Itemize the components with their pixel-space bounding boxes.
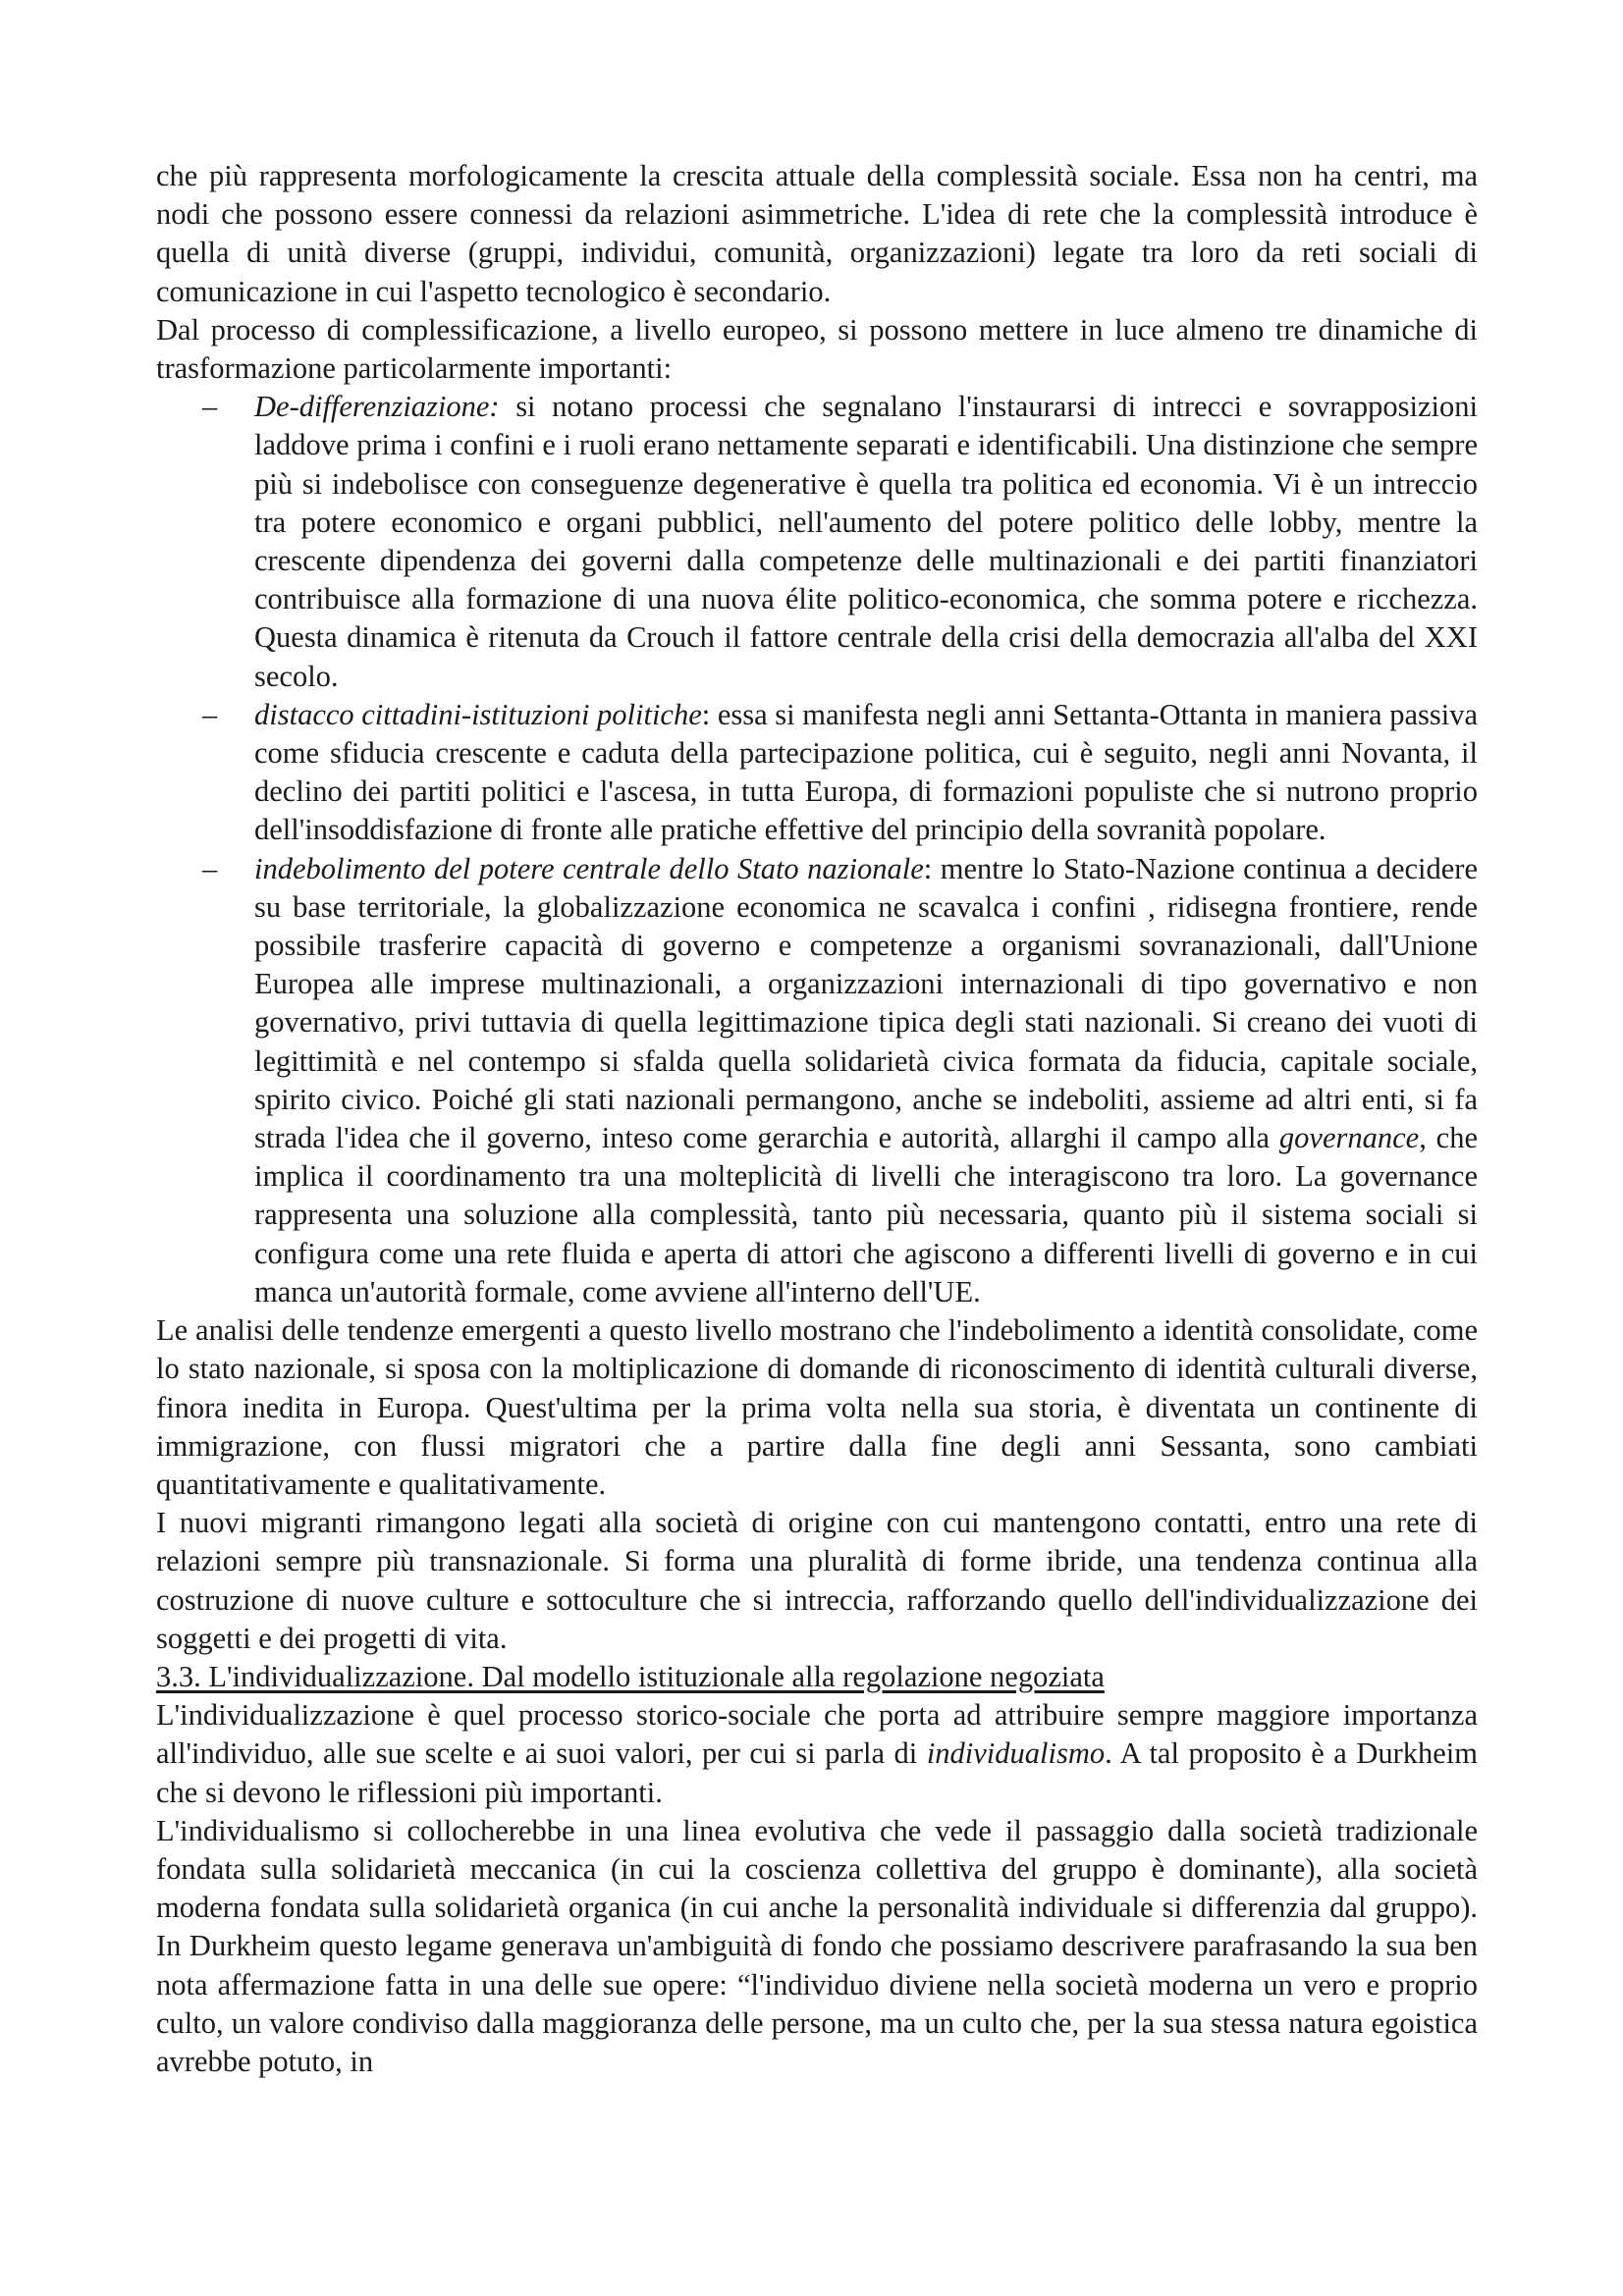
list-item-lead: indebolimento del potere centrale dello Stato nazionale <box>254 851 924 885</box>
list-item-text: : mentre lo Stato-Nazione continua a decidere su base territoriale, la globalizzazione economica ne scavalca i confini , ridisegna frontiere, rende possibile trasferire capacità di governo e competenze a organismi sovranazionali, dall'Unione Europea alle imprese multinazionali, a organizzazioni internazionali di tipo governativo e non governativo, privi tuttavia di quella legittimazione tipica degli stati nazionali. Si creano dei vuoti di legittimità e nel contempo si sfalda quella solidarietà civica formata da fiducia, capitale sociale, spirito civico. Poiché gli stati nazionali permangono, anche se indeboliti, assieme ad altri enti, si fa strada l'idea che il governo, inteso come gerarchia e autorità, allarghi il campo alla <box>254 851 1479 1155</box>
paragraph-emphasis: individualismo <box>926 1736 1106 1771</box>
paragraph-network-complexity: che più rappresenta morfologicamente la crescita attuale della complessità sociale. Essa non ha centri, ma nodi che possono essere connessi da relazioni asimmetriche. L'idea di rete che la complessità introduce è quella di unità diverse (gruppi, individui, comunità, organizzazioni) legate tra loro da reti sociali di comunicazione in cui l'aspetto tecnologico è secondario. <box>156 159 1478 308</box>
paragraph-new-migrants: I nuovi migranti rimangono legati alla società di origine con cui mantengono contatti, entro una rete di relazioni sempre più transnazionale. Si forma una pluralità di forme ibride, una tendenza continua alla costruzione di nuove culture e sottoculture che si intreccia, rafforzando quello dell'individualizzazione dei soggetti e dei progetti di vita. <box>156 1506 1478 1655</box>
section-heading: 3.3. L'individualizzazione. Dal modello istituzionale alla regolazione negoziata <box>156 1659 1105 1693</box>
dash-bullet-marker: – <box>202 697 218 731</box>
list-item-lead: De-differenziazione: <box>254 390 500 424</box>
paragraph-text: L'individualizzazione è quel processo storico-sociale che porta ad attribuire sempre maggiore importanza all'individuo, alle sue scelte e ai suoi valori, per cui si parla di <box>156 1698 1478 1771</box>
list-item <box>156 850 1478 1311</box>
list-item <box>156 696 1478 850</box>
list-item-text: : essa si manifesta negli anni Settanta-Ottanta in maniera passiva come sfiducia crescente e caduta della partecipazione politica, cui è seguito, negli anni Novanta, il declino dei partiti politici e l'ascesa, in tutta Europa, di formazioni populiste che si nutrono proprio dell'insoddisfazione di fronte alle pratiche effettive del principio della sovranità popolare. <box>254 697 1478 847</box>
list-item-text: si notano processi che segnalano l'instaurarsi di intrecci e sovrapposizioni laddove prima i confini e i ruoli erano nettamente separati e identificabili. Una distinzione che sempre più si indebolisce con conseguenze degenerative è quella tra politica ed economia. Vi è un intreccio tra potere economico e organi pubblici, nell'aumento del potere politico delle lobby, mentre la crescente dipendenza dei governi dalla competenze delle multinazionali e dei partiti finanziatori contribuisce alla formazione di una nuova élite politico-economica, che somma potere e ricchezza. Questa dinamica è ritenuta da Crouch il fattore centrale della crisi della democrazia all'alba del XXI secolo. <box>254 390 1478 693</box>
list-item-text-tail: , che implica il coordinamento tra una molteplicità di livelli che interagiscono tra loro. La governance rappresenta una soluzione alla complessità, tanto più necessaria, quanto più il sistema sociali si configura come una rete fluida e aperta di attori che agiscono a differenti livelli di governo e in cui manca un'autorità formale, come avviene all'interno dell'UE. <box>254 1121 1478 1308</box>
list-item <box>156 388 1478 696</box>
paragraph-text-tail: . A tal proposito è a Durkheim che si devono le riflessioni più importanti. <box>156 1736 1478 1809</box>
list-item-emphasis: governance <box>1278 1121 1420 1155</box>
dynamics-list <box>156 388 1478 1311</box>
list-item-lead: distacco cittadini-istituzioni politiche <box>254 697 702 731</box>
dash-bullet-marker: – <box>202 390 218 424</box>
paragraph-individualization <box>156 1696 1478 1812</box>
paragraph-identity-analysis: Le analisi delle tendenze emergenti a questo livello mostrano che l'indebolimento a identità consolidate, come lo stato nazionale, si sposa con la moltiplicazione di domande di riconoscimento di identità culturali diverse, finora inedita in Europa. Quest'ultima per la prima volta nella sua storia, è diventata un continente di immigrazione, con flussi migratori che a partire dalla fine degli anni Sessanta, sono cambiati quantitativamente e qualitativamente. <box>156 1313 1478 1501</box>
document-page <box>156 157 1478 2081</box>
dash-bullet-marker: – <box>202 851 218 885</box>
paragraph-dynamics-intro: Dal processo di complessificazione, a livello europeo, si possono mettere in luce almeno tre dinamiche di trasformazione particolarmente importanti: <box>156 312 1478 386</box>
paragraph-durkheim: L'individualismo si collocherebbe in una linea evolutiva che vede il passaggio dalla società tradizionale fondata sulla solidarietà meccanica (in cui la coscienza collettiva del gruppo è dominante), alla società moderna fondata sulla solidarietà organica (in cui anche la personalità individuale si differenzia dal gruppo). In Durkheim questo legame generava un'ambiguità di fondo che possiamo descrivere parafrasando la sua ben nota affermazione fatta in una delle sue opere: “l'individuo diviene nella società moderna un vero e proprio culto, un valore condiviso dalla maggioranza delle persone, ma un culto che, per la sua stessa natura egoistica avrebbe potuto, in <box>156 1813 1478 2078</box>
